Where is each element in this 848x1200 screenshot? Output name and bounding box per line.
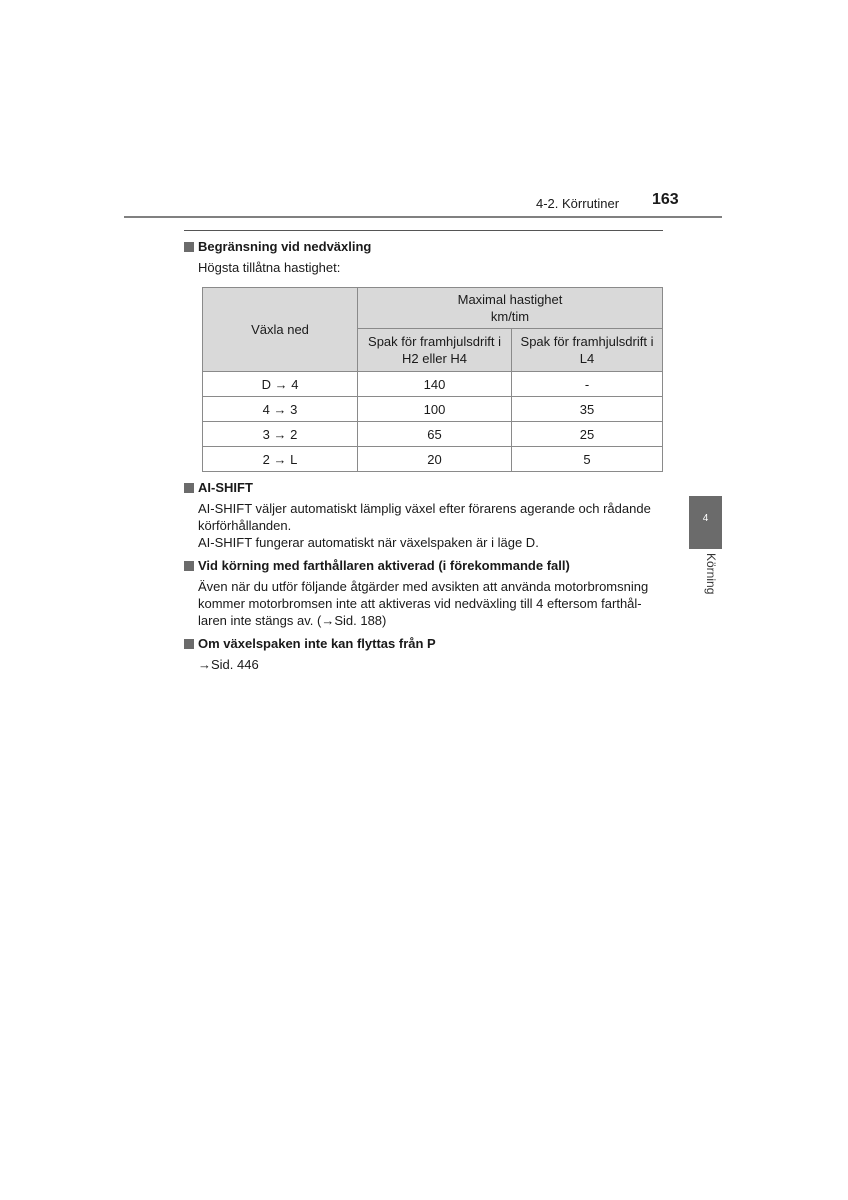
page-content: [184, 238, 664, 673]
page-number: 163: [652, 191, 679, 208]
header-line: Spak för framhjulsdrift i: [520, 334, 654, 349]
cell-h2-h4: 140: [358, 372, 512, 397]
section-title: AI-SHIFT: [198, 480, 253, 495]
cell-l4: 35: [512, 397, 663, 422]
header-line: km/tim: [490, 309, 530, 324]
text-line: kommer motorbromsen inte att aktiveras vid nedväxling till 4 eftersom farthål-: [198, 596, 642, 611]
downshift-intro: Högsta tillåtna hastighet:: [198, 260, 341, 275]
cell-gear: D → 4: [203, 372, 358, 397]
header-line: Maximal hastighet: [457, 292, 563, 307]
table-row: [203, 397, 663, 422]
cell-gear: 3 → 2: [203, 422, 358, 447]
page-reference-link[interactable]: →Sid. 446: [198, 657, 259, 672]
table-header-l4: [512, 329, 663, 372]
cell-gear: 2 → L: [203, 447, 358, 472]
section-title: Om växelspaken inte kan flyttas från P: [198, 636, 436, 651]
downshift-speed-table: [202, 287, 663, 472]
header-divider: [124, 216, 722, 218]
square-bullet-icon: [184, 561, 194, 571]
section-heading-downshift: [184, 238, 664, 255]
chapter-label: Körning: [704, 553, 718, 595]
header-line: Spak för framhjulsdrift i: [368, 334, 501, 349]
cruise-body: [184, 578, 664, 629]
table-row: [203, 447, 663, 472]
table-row: [203, 422, 663, 447]
text-line: laren inte stängs av. (→Sid. 188): [198, 613, 387, 628]
ai-shift-body: [184, 500, 664, 551]
text-line: körförhållanden.: [198, 518, 292, 533]
section-title: Vid körning med farthållaren aktiverad (i förekommande fall): [198, 558, 570, 573]
cell-h2-h4: 100: [358, 397, 512, 422]
section-heading-shift-lever: [184, 635, 664, 652]
cell-h2-h4: 20: [358, 447, 512, 472]
cell-gear: 4 → 3: [203, 397, 358, 422]
section-heading-ai-shift: [184, 479, 664, 496]
section-title: Begränsning vid nedväxling: [198, 239, 372, 254]
table-row: [203, 372, 663, 397]
table-header-max-speed: [358, 288, 663, 329]
text-line: AI-SHIFT fungerar automatiskt när växelspaken är i läge D.: [198, 535, 539, 550]
square-bullet-icon: [184, 639, 194, 649]
cell-h2-h4: 65: [358, 422, 512, 447]
cell-l4: -: [512, 372, 663, 397]
content-divider: [184, 230, 663, 231]
header-line: H2 eller H4: [401, 351, 468, 366]
section-heading-cruise: [184, 557, 664, 574]
text-line: AI-SHIFT väljer automatiskt lämplig växel efter förarens agerande och rådande: [198, 501, 651, 516]
header-section-title: 4-2. Körrutiner: [536, 196, 620, 211]
chapter-number: 4: [702, 513, 709, 524]
table-header-gear: Växla ned: [203, 288, 358, 372]
square-bullet-icon: [184, 483, 194, 493]
chapter-tab: [689, 496, 722, 549]
cell-l4: 5: [512, 447, 663, 472]
header-line: L4: [579, 351, 595, 366]
cell-l4: 25: [512, 422, 663, 447]
square-bullet-icon: [184, 242, 194, 252]
text-line: Även när du utför följande åtgärder med avsikten att använda motorbromsning: [198, 579, 649, 594]
table-header-h2-h4: [358, 329, 512, 372]
